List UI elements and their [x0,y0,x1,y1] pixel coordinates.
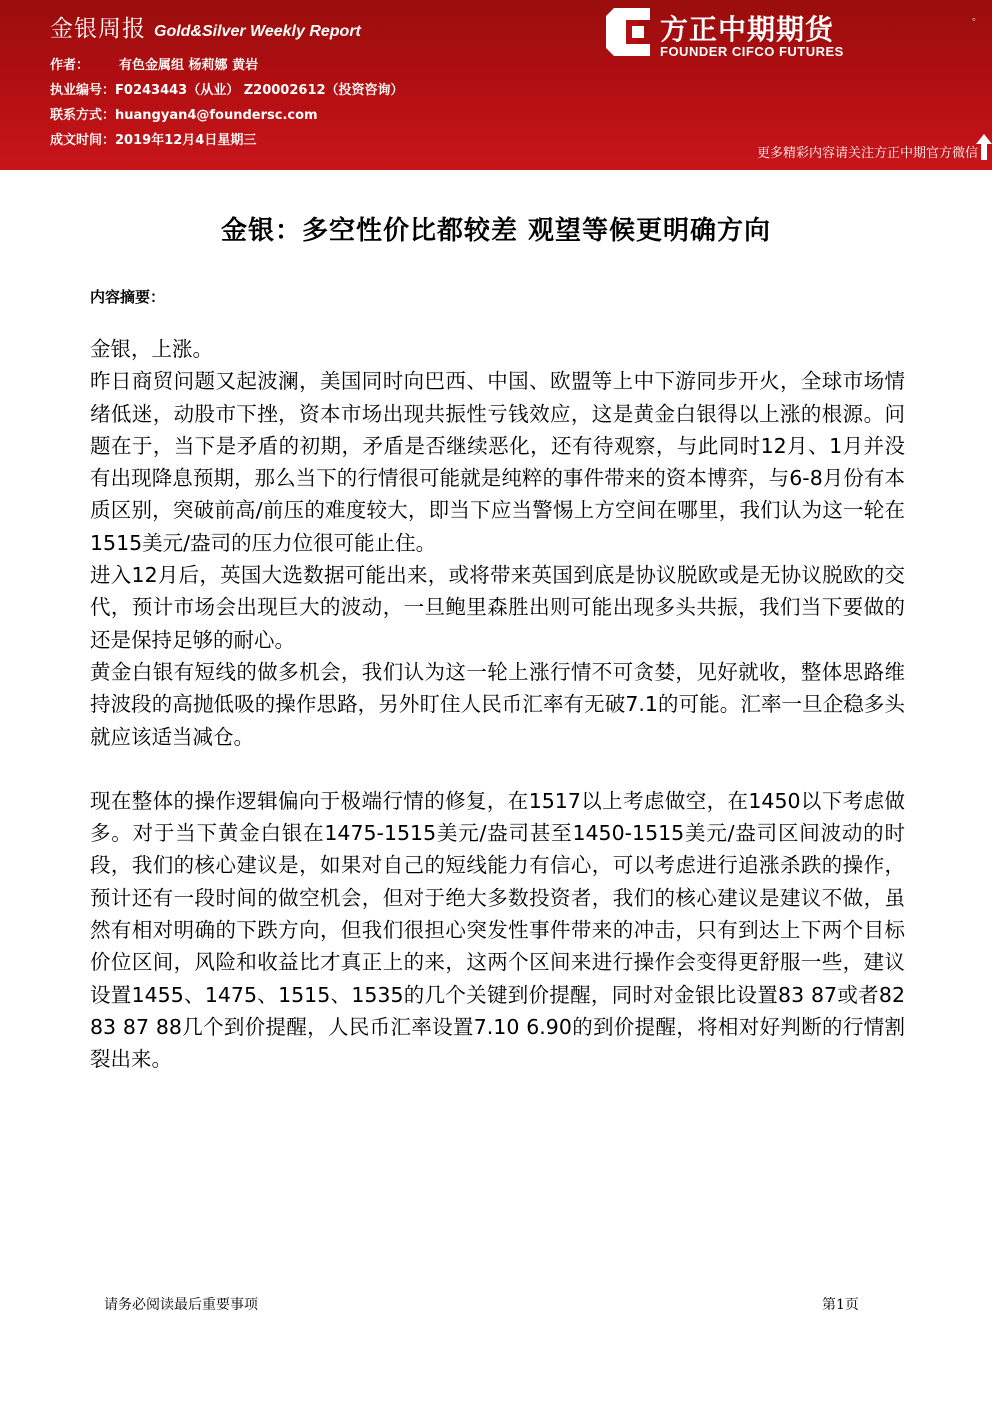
author-value: 有色金属组 杨莉娜 黄岩 [119,58,259,73]
date-value: 2019年12月4日星期三 [115,133,257,148]
summary-label: 内容摘要： [90,288,166,306]
contact-email[interactable]: huangyan4@foundersc.com [115,108,318,123]
page-number: 第1页 [822,1297,859,1313]
author-label: 作者： [50,58,90,73]
logo-text-cn: 方正中期期货 [660,13,835,46]
date-line [50,129,256,148]
up-arrow-icon [976,134,992,160]
license-label: 执业编号： [50,83,116,98]
paragraph: 现在整体的操作逻辑偏向于极端行情的修复，在1517以上考虑做空，在1450以下考虑做多。对于当下黄金白银在1475-1515美元/盎司甚至1450-1515美元/盎司区间波动的时段，我们的核心建议是，如果对自己的短线能力有信心，可以考虑进行追涨杀跌的操作，预计还有一段时间的做空机会，但对于绝大多数投资者，我们的核心建议是建议不做，虽然有相对明确的下跌方向，但我们很担心突发性事件带来的冲击，只有到达上下两个目标价位区间，风险和收益比才真正上的来，这两个区间来进行操作会变得更舒服一些，建议设置1455、1475、1515、1535的几个关键到价提醒，同时对金银比设置83 87或者82 83 87 88几个到价提醒，人民币汇率设置7.10 6.90的到价提醒，将相对好判断的行情割裂出来。 [90,788,905,1072]
report-header [0,0,992,170]
brand-title-en: Gold&Silver Weekly Report [154,23,361,40]
wechat-follow-text: 更多精彩内容请关注方正中期官方微信 [756,146,978,161]
author-line [50,54,258,73]
founder-logo-icon [604,6,652,58]
contact-line [50,104,318,123]
report-brand [50,10,361,44]
paragraph: 昨日商贸问题又起波澜，美国同时向巴西、中国、欧盟等上中下游同步开火，全球市场情绪低迷，动股市下挫，资本市场出现共振性亏钱效应，这是黄金白银得以上涨的根源。问题在于，当下是矛盾的初期，矛盾是否继续恶化，还有待观察，与此同时12月、1月并没有出现降息预期，那么当下的行情很可能就是纯粹的事件带来的资本博弈，与6-8月份有本质区别，突破前高/前压的难度较大，即当下应当警惕上方空间在哪里，我们认为这一轮在1515美元/盎司的压力位很可能止住。 [90,369,905,555]
contact-label: 联系方式： [50,108,116,123]
license-value: F0243443（从业） Z20002612（投资咨询） [115,83,404,98]
logo-text-en: FOUNDER CIFCO FUTURES [660,44,844,59]
footer-disclaimer: 请务必阅读最后重要事项 [104,1297,258,1313]
date-label: 成文时间： [50,133,116,148]
corner-mark: 。 [972,12,982,23]
paragraph: 进入12月后，英国大选数据可能出来，或将带来英国到底是协议脱欧或是无协议脱欧的交代，预计市场会出现巨大的波动，一旦鲍里森胜出则可能出现多头共振，我们当下要做的还是保持足够的耐心。 [90,563,905,652]
company-logo [604,6,864,64]
brand-title-cn: 金银周报 [50,16,146,42]
report-title: 金银：多空性价比都较差 观望等候更明确方向 [220,216,772,246]
paragraph: 金银，上涨。 [90,337,213,361]
license-line [50,79,404,98]
report-body [90,333,905,1076]
paragraph: 黄金白银有短线的做多机会，我们认为这一轮上涨行情不可贪婪，见好就收，整体思路维持波段的高抛低吸的操作思路，另外盯住人民币汇率有无破7.1的可能。汇率一旦企稳多头就应该适当减仓。 [90,659,905,749]
